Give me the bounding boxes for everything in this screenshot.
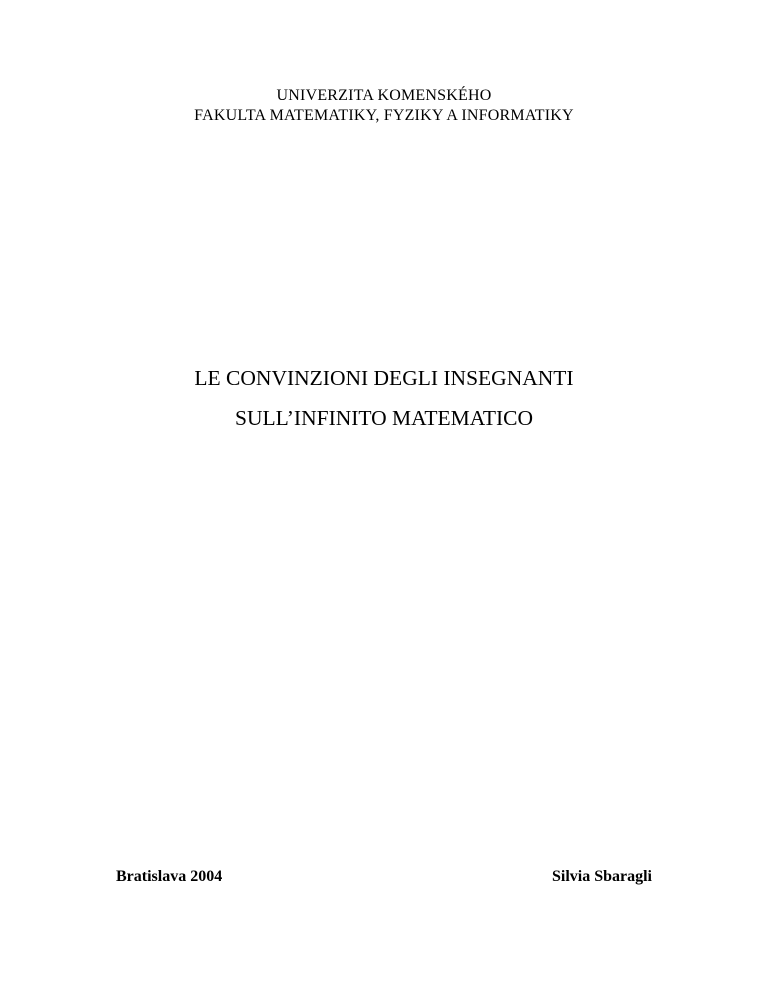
thesis-title	[0, 358, 768, 438]
university-name: UNIVERZITA KOMENSKÉHO	[276, 87, 492, 104]
author-name: Silvia Sbaragli	[551, 868, 652, 885]
place-and-year: Bratislava 2004	[116, 868, 223, 885]
faculty-name: FAKULTA MATEMATIKY, FYZIKY A INFORMATIKY	[194, 107, 574, 124]
thesis-title-line-2: SULL’INFINITO MATEMATICO	[234, 406, 534, 430]
thesis-title-line-1: LE CONVINZIONI DEGLI INSEGNANTI	[194, 366, 574, 390]
institution-header	[0, 86, 768, 126]
